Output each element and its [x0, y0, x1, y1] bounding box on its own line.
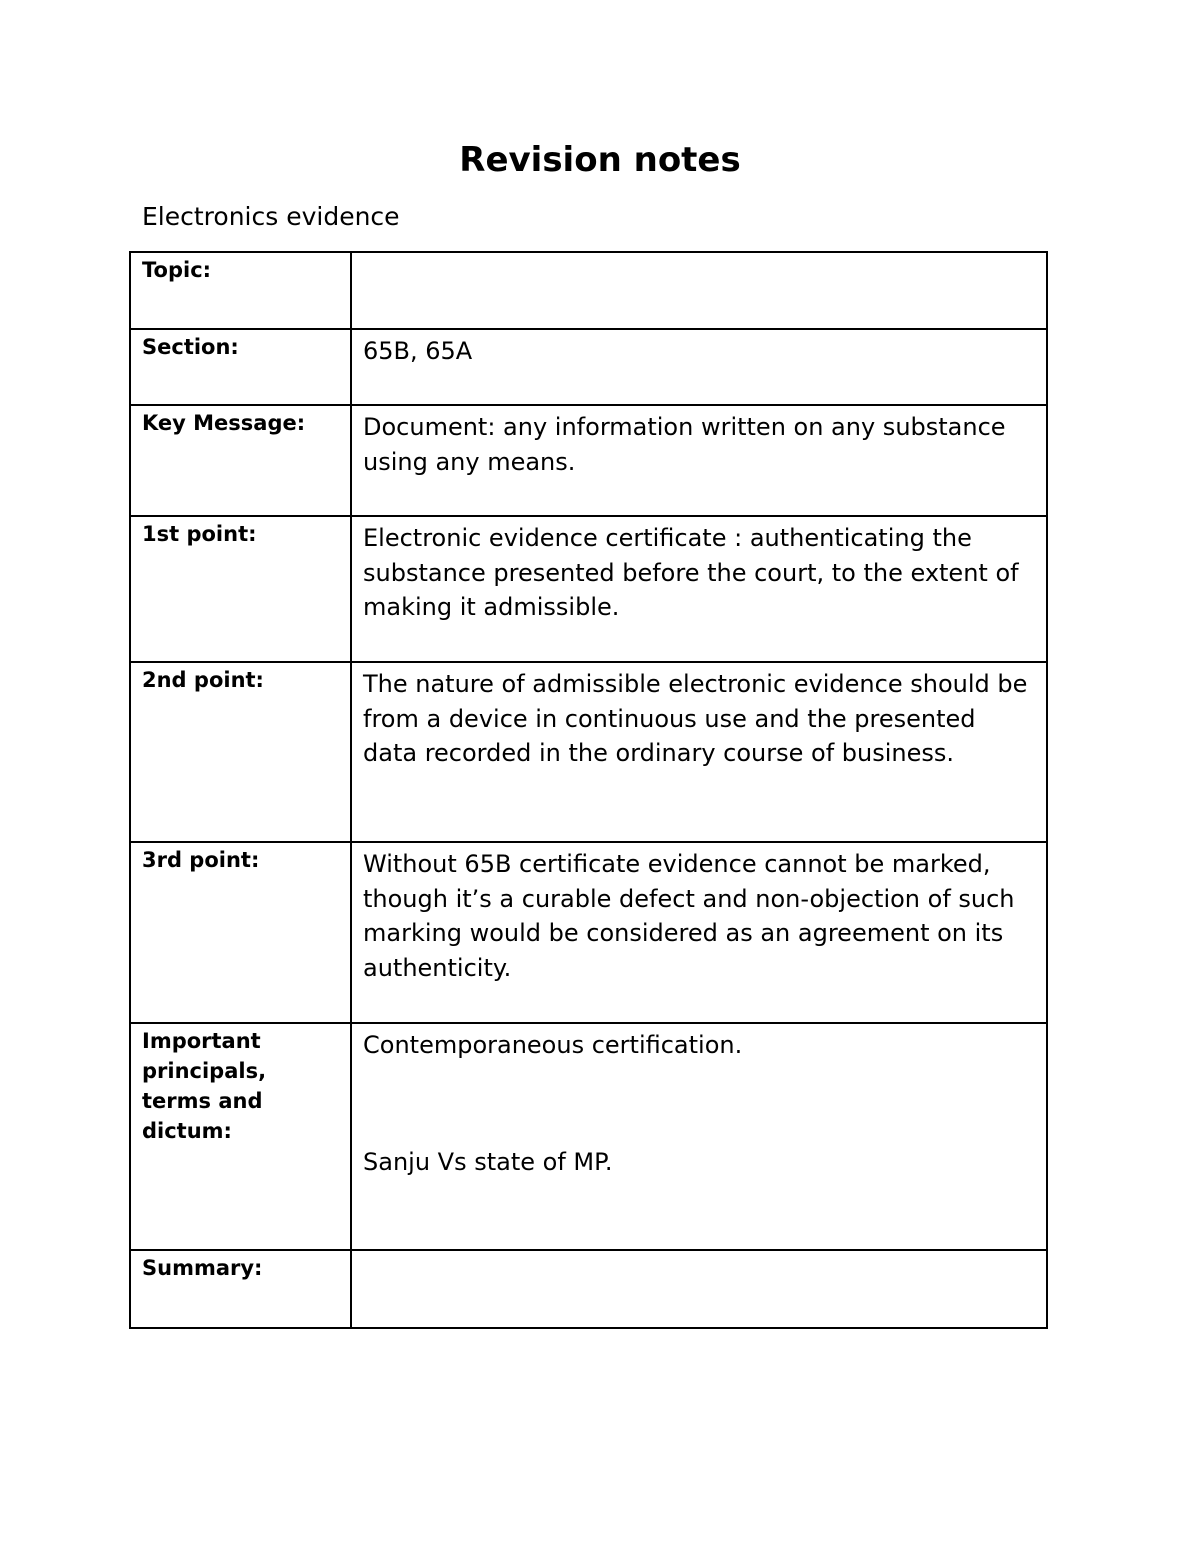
table-row-2nd-point: [130, 662, 1047, 842]
value-cell: [351, 516, 1047, 662]
table-row-section: [130, 329, 1047, 405]
value-cell: [351, 329, 1047, 405]
label-cell: [130, 1023, 351, 1250]
table-row-key-message: [130, 405, 1047, 516]
value-cell: [351, 405, 1047, 516]
row-label-3rd-point: 3rd point:: [142, 848, 260, 872]
row-label-1st-point: 1st point:: [142, 522, 257, 546]
table-row-3rd-point: [130, 842, 1047, 1023]
label-cell: [130, 252, 351, 329]
row-label-section: Section:: [142, 335, 239, 359]
label-cell: [130, 842, 351, 1023]
row-label-2nd-point: 2nd point:: [142, 668, 264, 692]
value-cell: [351, 1250, 1047, 1328]
table-row-summary: [130, 1250, 1047, 1328]
table-row-topic: [130, 252, 1047, 329]
row-value-3rd-point: Without 65B certificate evidence cannot be marked, though it’s a curable defect and non-objection of such marking would be considered as an agreement on its authenticity.: [363, 850, 1015, 982]
value-cell: [351, 252, 1047, 329]
document-subtitle: Electronics evidence: [142, 202, 400, 231]
row-value-topic: [352, 253, 1046, 257]
value-cell: [351, 842, 1047, 1023]
row-value-case-citation: Sanju Vs state of MP.: [363, 1147, 613, 1176]
table-row-1st-point: [130, 516, 1047, 662]
label-cell: [130, 329, 351, 405]
label-cell: [130, 662, 351, 842]
row-label-important-principals: Important principals, terms and dictum:: [142, 1029, 267, 1143]
revision-notes-table: [129, 251, 1048, 1329]
row-value-2nd-point: The nature of admissible electronic evidence should be from a device in continuous use and the presented data recorded in the ordinary course of business.: [363, 670, 1028, 767]
document-title: Revision notes: [459, 140, 741, 180]
row-value-summary: [352, 1251, 1046, 1255]
row-value-key-message: Document: any information written on any substance using any means.: [363, 413, 1006, 476]
row-value-section: 65B, 65A: [363, 337, 473, 365]
value-cell: [351, 1023, 1047, 1250]
row-label-topic: Topic:: [142, 258, 212, 282]
label-cell: [130, 1250, 351, 1328]
label-cell: [130, 516, 351, 662]
row-value-1st-point: Electronic evidence certificate : authenticating the substance presented before the court, to the extent of making it admissible.: [363, 524, 1019, 621]
row-label-summary: Summary:: [142, 1256, 263, 1280]
row-label-key-message: Key Message:: [142, 411, 306, 435]
label-cell: [130, 405, 351, 516]
row-value-important-principals: Contemporaneous certification.: [363, 1031, 743, 1059]
table-row-important-principals: [130, 1023, 1047, 1250]
value-cell: [351, 662, 1047, 842]
